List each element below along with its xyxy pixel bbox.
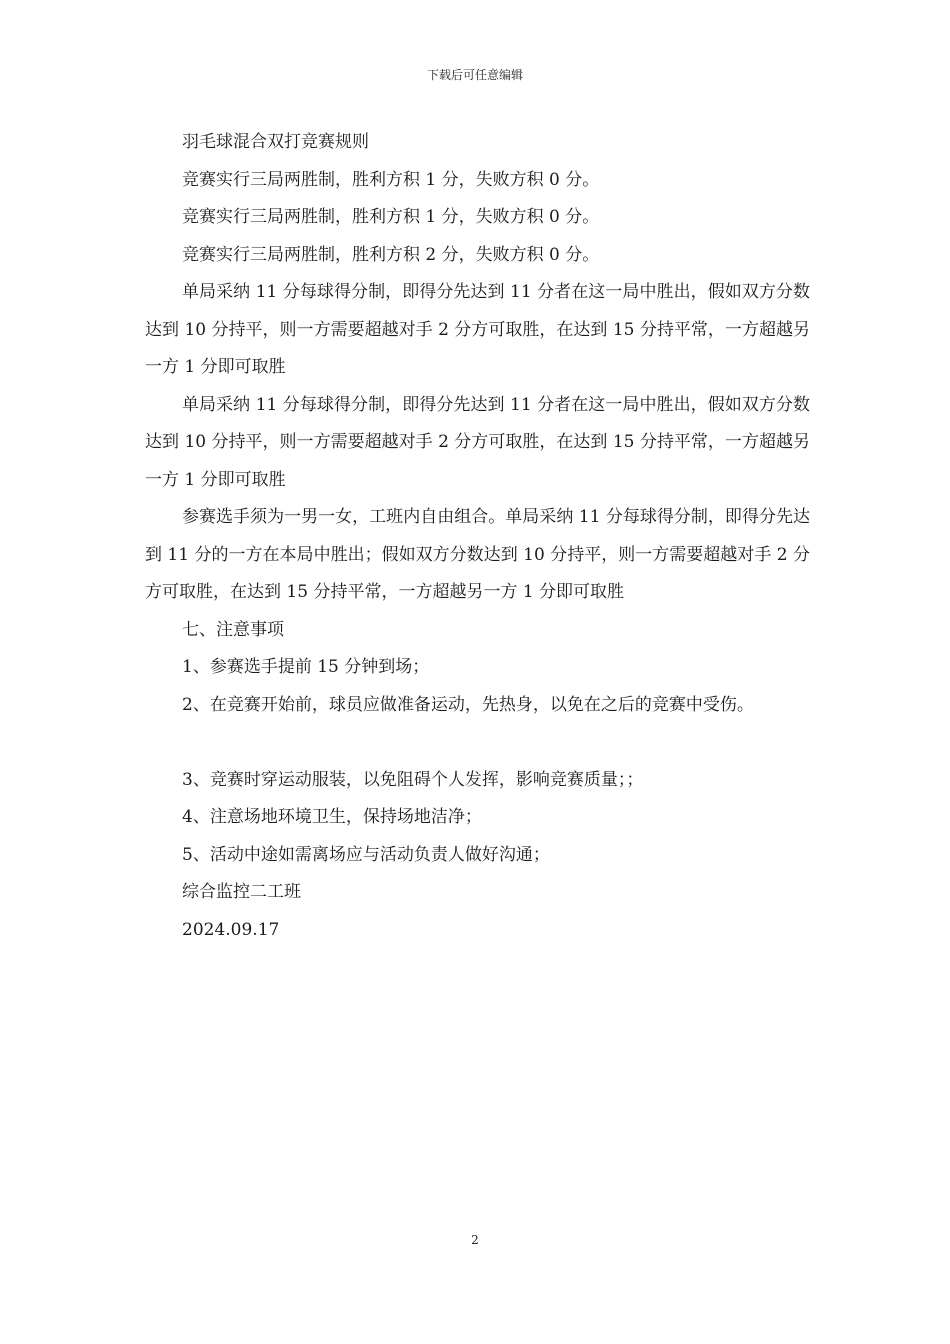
rule-paragraph: 单局采纳 11 分每球得分制，即得分先达到 11 分者在这一局中胜出，假如双方分数达到 10 分持平，则一方需要超越对手 2 分方可取胜，在达到 15 分持平常，一方超越另一方 1 分即可取胜: [145, 394, 810, 490]
note-item: 2、在竞赛开始前，球员应做准备运动，先热身，以免在之后的竞赛中受伤。: [182, 694, 754, 715]
rule-paragraph: 参赛选手须为一男一女，工班内自由组合。单局采纳 11 分每球得分制，即得分先达到 11 分的一方在本局中胜出；假如双方分数达到 10 分持平，则一方需要超越对手 2 分方可取胜，在达到 15 分持平常，一方超越另一方 1 分即可取胜: [145, 507, 810, 602]
rule-line: 竞赛实行三局两胜制，胜利方积 1 分，失败方积 0 分。: [182, 169, 600, 190]
note-item: 1、参赛选手提前 15 分钟到场；: [182, 657, 430, 677]
date: 2024.09.17: [182, 919, 280, 940]
rule-line: 竞赛实行三局两胜制，胜利方积 1 分，失败方积 0 分。: [182, 207, 600, 227]
rule-paragraph: 单局采纳 11 分每球得分制，即得分先达到 11 分者在这一局中胜出，假如双方分数达到 10 分持平，则一方需要超越对手 2 分方可取胜，在达到 15 分持平常，一方超越另一方 1 分即可取胜: [145, 282, 810, 377]
section-heading: 七、注意事项: [182, 619, 284, 640]
document-title: 羽毛球混合双打竞赛规则: [182, 132, 369, 152]
blank-line: [145, 724, 810, 762]
note-item: 3、竞赛时穿运动服装，以免阻碍个人发挥，影响竞赛质量；；: [182, 769, 644, 790]
rule-line: 竞赛实行三局两胜制，胜利方积 2 分，失败方积 0 分。: [182, 244, 600, 265]
signature: 综合监控二工班: [182, 882, 301, 902]
note-item: 4、注意场地环境卫生，保持场地洁净；: [182, 807, 482, 827]
page-number: 2: [471, 1233, 479, 1247]
note-item: 5、活动中途如需离场应与活动负责人做好沟通；: [182, 844, 550, 865]
page-header: 下载后可任意编辑: [426, 68, 523, 82]
document-body: [145, 124, 810, 949]
